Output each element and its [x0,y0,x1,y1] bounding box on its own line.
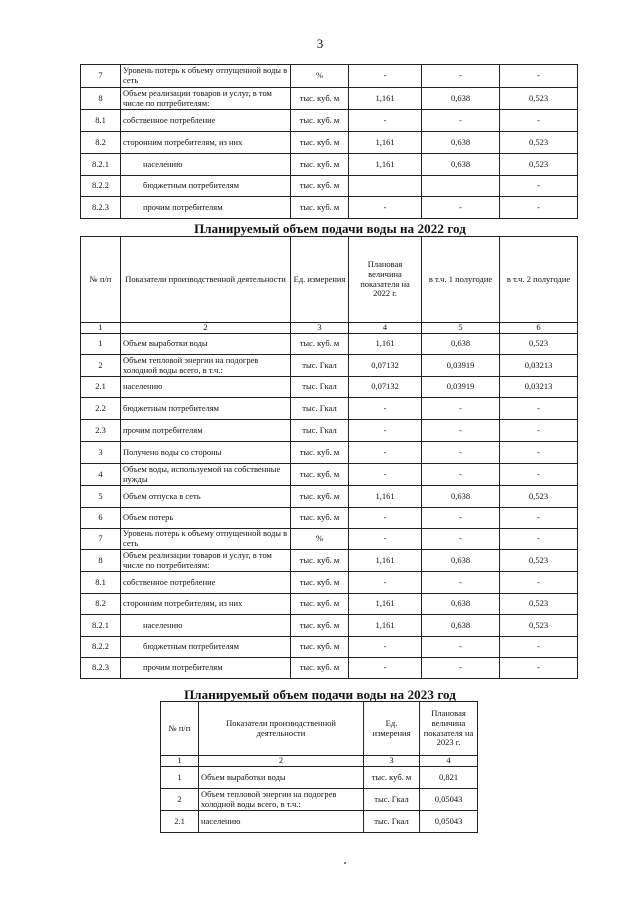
indicator-name: населению [121,377,291,398]
value-cell [349,176,422,197]
indicator-name: бюджетным потребителям [121,176,291,197]
header-planned-value: Плановая величина показателя на 2022 г. [349,237,422,323]
value-cell: 0,523 [500,594,578,615]
indicator-name: населению [121,615,291,637]
table-row [81,65,578,88]
column-number-row [81,323,578,334]
value-cell: 0,638 [422,154,500,176]
value-cell: - [500,398,578,420]
value-cell: - [349,197,422,219]
water-supply-table-2023 [160,701,478,833]
row-number: 8 [81,88,121,110]
unit-cell: тыс. куб. м [291,615,349,637]
value-cell: - [500,464,578,486]
row-number: 7 [81,529,121,550]
unit-cell: тыс. куб. м [291,110,349,132]
unit-cell: тыс. куб. м [291,658,349,679]
table-row [81,398,578,420]
page-number: 3 [316,36,324,51]
value-cell: - [422,572,500,594]
row-number: 2.1 [81,377,121,398]
row-number: 1 [81,334,121,355]
unit-cell: тыс. куб. м [291,442,349,464]
col-number: 2 [121,323,291,334]
value-cell: - [422,398,500,420]
value-cell: 0,07132 [349,355,422,377]
value-cell: - [349,420,422,442]
value-cell: - [422,529,500,550]
value-cell: - [349,508,422,529]
row-number: 8.2.1 [81,615,121,637]
header-unit: Ед. измерения [364,702,420,756]
row-number: 2.1 [161,811,199,833]
col-number: 4 [349,323,422,334]
col-number: 2 [199,756,364,767]
value-cell: 0,05043 [420,811,478,833]
table-row [81,594,578,615]
col-number: 5 [422,323,500,334]
header-indicator: Показатели производственной деятельности [199,702,364,756]
value-cell: - [422,508,500,529]
row-number: 2 [161,789,199,811]
value-cell: 0,638 [422,334,500,355]
value-cell: - [349,398,422,420]
value-cell: 0,638 [422,615,500,637]
row-number: 8.1 [81,572,121,594]
value-cell: - [500,110,578,132]
unit-cell: тыс. куб. м [291,334,349,355]
value-cell: - [422,637,500,658]
value-cell: - [422,65,500,88]
header-planned-value: Плановая величина показателя на 2023 г. [420,702,478,756]
indicator-name: Объем реализации товаров и услуг, в том числе по потребителям: [121,88,291,110]
value-cell: 1,161 [349,88,422,110]
value-cell: - [500,572,578,594]
value-cell: 0,05043 [420,789,478,811]
unit-cell: тыс. куб. м [364,767,420,789]
unit-cell: % [291,65,349,88]
row-number: 8 [81,550,121,572]
indicator-name: Уровень потерь к объему отпущенной воды в сеть [121,529,291,550]
table-row [81,572,578,594]
unit-cell: тыс. Гкал [364,789,420,811]
value-cell: - [500,197,578,219]
unit-cell: тыс. куб. м [291,508,349,529]
value-cell: - [500,65,578,88]
row-number: 7 [81,65,121,88]
indicator-name: Уровень потерь к объему отпущенной воды в сеть [121,65,291,88]
table-row [81,110,578,132]
unit-cell: % [291,529,349,550]
header-number: № п/п [81,237,121,323]
row-number: 8.2 [81,132,121,154]
indicator-name: Получено воды со стороны [121,442,291,464]
table-row [161,767,478,789]
header-unit: Ед. измерения [291,237,349,323]
value-cell: 1,161 [349,154,422,176]
value-cell: - [500,508,578,529]
unit-cell: тыс. куб. м [291,594,349,615]
unit-cell: тыс. куб. м [291,464,349,486]
unit-cell: тыс. Гкал [291,377,349,398]
value-cell: 0,07132 [349,377,422,398]
value-cell: - [500,442,578,464]
value-cell: 0,523 [500,550,578,572]
water-supply-table-continued [80,64,578,219]
indicator-name: бюджетным потребителям [121,398,291,420]
value-cell: 0,523 [500,132,578,154]
value-cell: - [422,197,500,219]
table-row [81,355,578,377]
value-cell: 1,161 [349,550,422,572]
col-number: 4 [420,756,478,767]
indicator-name: прочим потребителям [121,658,291,679]
table-row [81,486,578,508]
value-cell: 0,523 [500,88,578,110]
indicator-name: собственное потребление [121,110,291,132]
value-cell: - [422,442,500,464]
row-number: 2.2 [81,398,121,420]
value-cell: - [349,110,422,132]
row-number: 5 [81,486,121,508]
value-cell: - [349,658,422,679]
indicator-name: Объем реализации товаров и услуг, в том числе по потребителям: [121,550,291,572]
row-number: 4 [81,464,121,486]
scan-speck [344,862,346,864]
value-cell: 0,523 [500,334,578,355]
row-number: 3 [81,442,121,464]
row-number: 6 [81,508,121,529]
header-indicator: Показатели производственной деятельности [121,237,291,323]
value-cell: - [349,464,422,486]
table-row [81,176,578,197]
indicator-name: Объем тепловой энергии на подогрев холодной воды всего, в т.ч.: [121,355,291,377]
unit-cell: тыс. Гкал [291,355,349,377]
value-cell: 1,161 [349,132,422,154]
row-number: 8.2.2 [81,176,121,197]
indicator-name: сторонним потребителям, из них [121,132,291,154]
table-row [161,811,478,833]
value-cell: - [500,658,578,679]
indicator-name: Объем тепловой энергии на подогрев холодной воды всего, в т.ч.: [199,789,364,811]
row-number: 8.2 [81,594,121,615]
header-first-half: в т.ч. 1 полугодие [422,237,500,323]
value-cell: 0,03919 [422,355,500,377]
indicator-name: Объем выработки воды [121,334,291,355]
unit-cell: тыс. куб. м [291,154,349,176]
row-number: 2 [81,355,121,377]
indicator-name: прочим потребителям [121,420,291,442]
value-cell [422,176,500,197]
value-cell: - [349,442,422,464]
table-row [81,442,578,464]
col-number: 6 [500,323,578,334]
section-title-2022: Планируемый объем подачи воды на 2022 год [194,221,466,236]
value-cell: 0,638 [422,88,500,110]
unit-cell: тыс. куб. м [291,550,349,572]
col-number: 3 [291,323,349,334]
table-header-row [81,237,578,323]
table-row [81,529,578,550]
value-cell: - [349,529,422,550]
table-row [81,88,578,110]
value-cell: 1,161 [349,486,422,508]
indicator-name: Объем выработки воды [199,767,364,789]
value-cell: - [349,572,422,594]
row-number: 2.3 [81,420,121,442]
value-cell: - [422,110,500,132]
table-row [81,464,578,486]
value-cell: 1,161 [349,615,422,637]
indicator-name: сторонним потребителям, из них [121,594,291,615]
table-row [81,550,578,572]
indicator-name: населению [121,154,291,176]
table-row [81,197,578,219]
unit-cell: тыс. куб. м [291,572,349,594]
value-cell: 0,03919 [422,377,500,398]
table-row [81,658,578,679]
value-cell: 0,523 [500,615,578,637]
unit-cell: тыс. куб. м [291,88,349,110]
value-cell: 0,523 [500,486,578,508]
header-second-half: в т.ч. 2 полугодие [500,237,578,323]
indicator-name: бюджетным потребителям [121,637,291,658]
table-row [161,789,478,811]
table-row [81,377,578,398]
table-row [81,132,578,154]
value-cell: 0,638 [422,486,500,508]
value-cell: 0,638 [422,132,500,154]
indicator-name: собственное потребление [121,572,291,594]
unit-cell: тыс. куб. м [291,637,349,658]
value-cell: - [422,464,500,486]
value-cell: - [500,529,578,550]
value-cell: 1,161 [349,594,422,615]
unit-cell: тыс. Гкал [291,420,349,442]
value-cell: - [500,176,578,197]
table-row [81,637,578,658]
value-cell: 0,638 [422,550,500,572]
unit-cell: тыс. Гкал [364,811,420,833]
col-number: 1 [81,323,121,334]
unit-cell: тыс. куб. м [291,176,349,197]
unit-cell: тыс. куб. м [291,132,349,154]
unit-cell: тыс. Гкал [291,398,349,420]
col-number: 1 [161,756,199,767]
header-number: № п/п [161,702,199,756]
indicator-name: прочим потребителям [121,197,291,219]
unit-cell: тыс. куб. м [291,486,349,508]
value-cell: - [500,420,578,442]
table-row [81,334,578,355]
column-number-row [161,756,478,767]
indicator-name: населению [199,811,364,833]
indicator-name: Объем воды, используемой на собственные нужды [121,464,291,486]
col-number: 3 [364,756,420,767]
table-row [81,420,578,442]
indicator-name: Объем отпуска в сеть [121,486,291,508]
value-cell: 0,03213 [500,355,578,377]
water-supply-table-2022 [80,236,578,679]
row-number: 8.2.1 [81,154,121,176]
table-header-row [161,702,478,756]
row-number: 8.2.3 [81,197,121,219]
value-cell: - [500,637,578,658]
row-number: 8.2.2 [81,637,121,658]
value-cell: 0,821 [420,767,478,789]
unit-cell: тыс. куб. м [291,197,349,219]
indicator-name: Объем потерь [121,508,291,529]
table-row [81,615,578,637]
value-cell: - [422,658,500,679]
value-cell: - [349,65,422,88]
value-cell: 0,638 [422,594,500,615]
table-row [81,508,578,529]
row-number: 8.1 [81,110,121,132]
row-number: 1 [161,767,199,789]
table-row [81,154,578,176]
value-cell: - [422,420,500,442]
section-title-2023: Планируемый объем подачи воды на 2023 год [184,687,456,702]
value-cell: 1,161 [349,334,422,355]
value-cell: 0,523 [500,154,578,176]
value-cell: 0,03213 [500,377,578,398]
row-number: 8.2.3 [81,658,121,679]
value-cell: - [349,637,422,658]
